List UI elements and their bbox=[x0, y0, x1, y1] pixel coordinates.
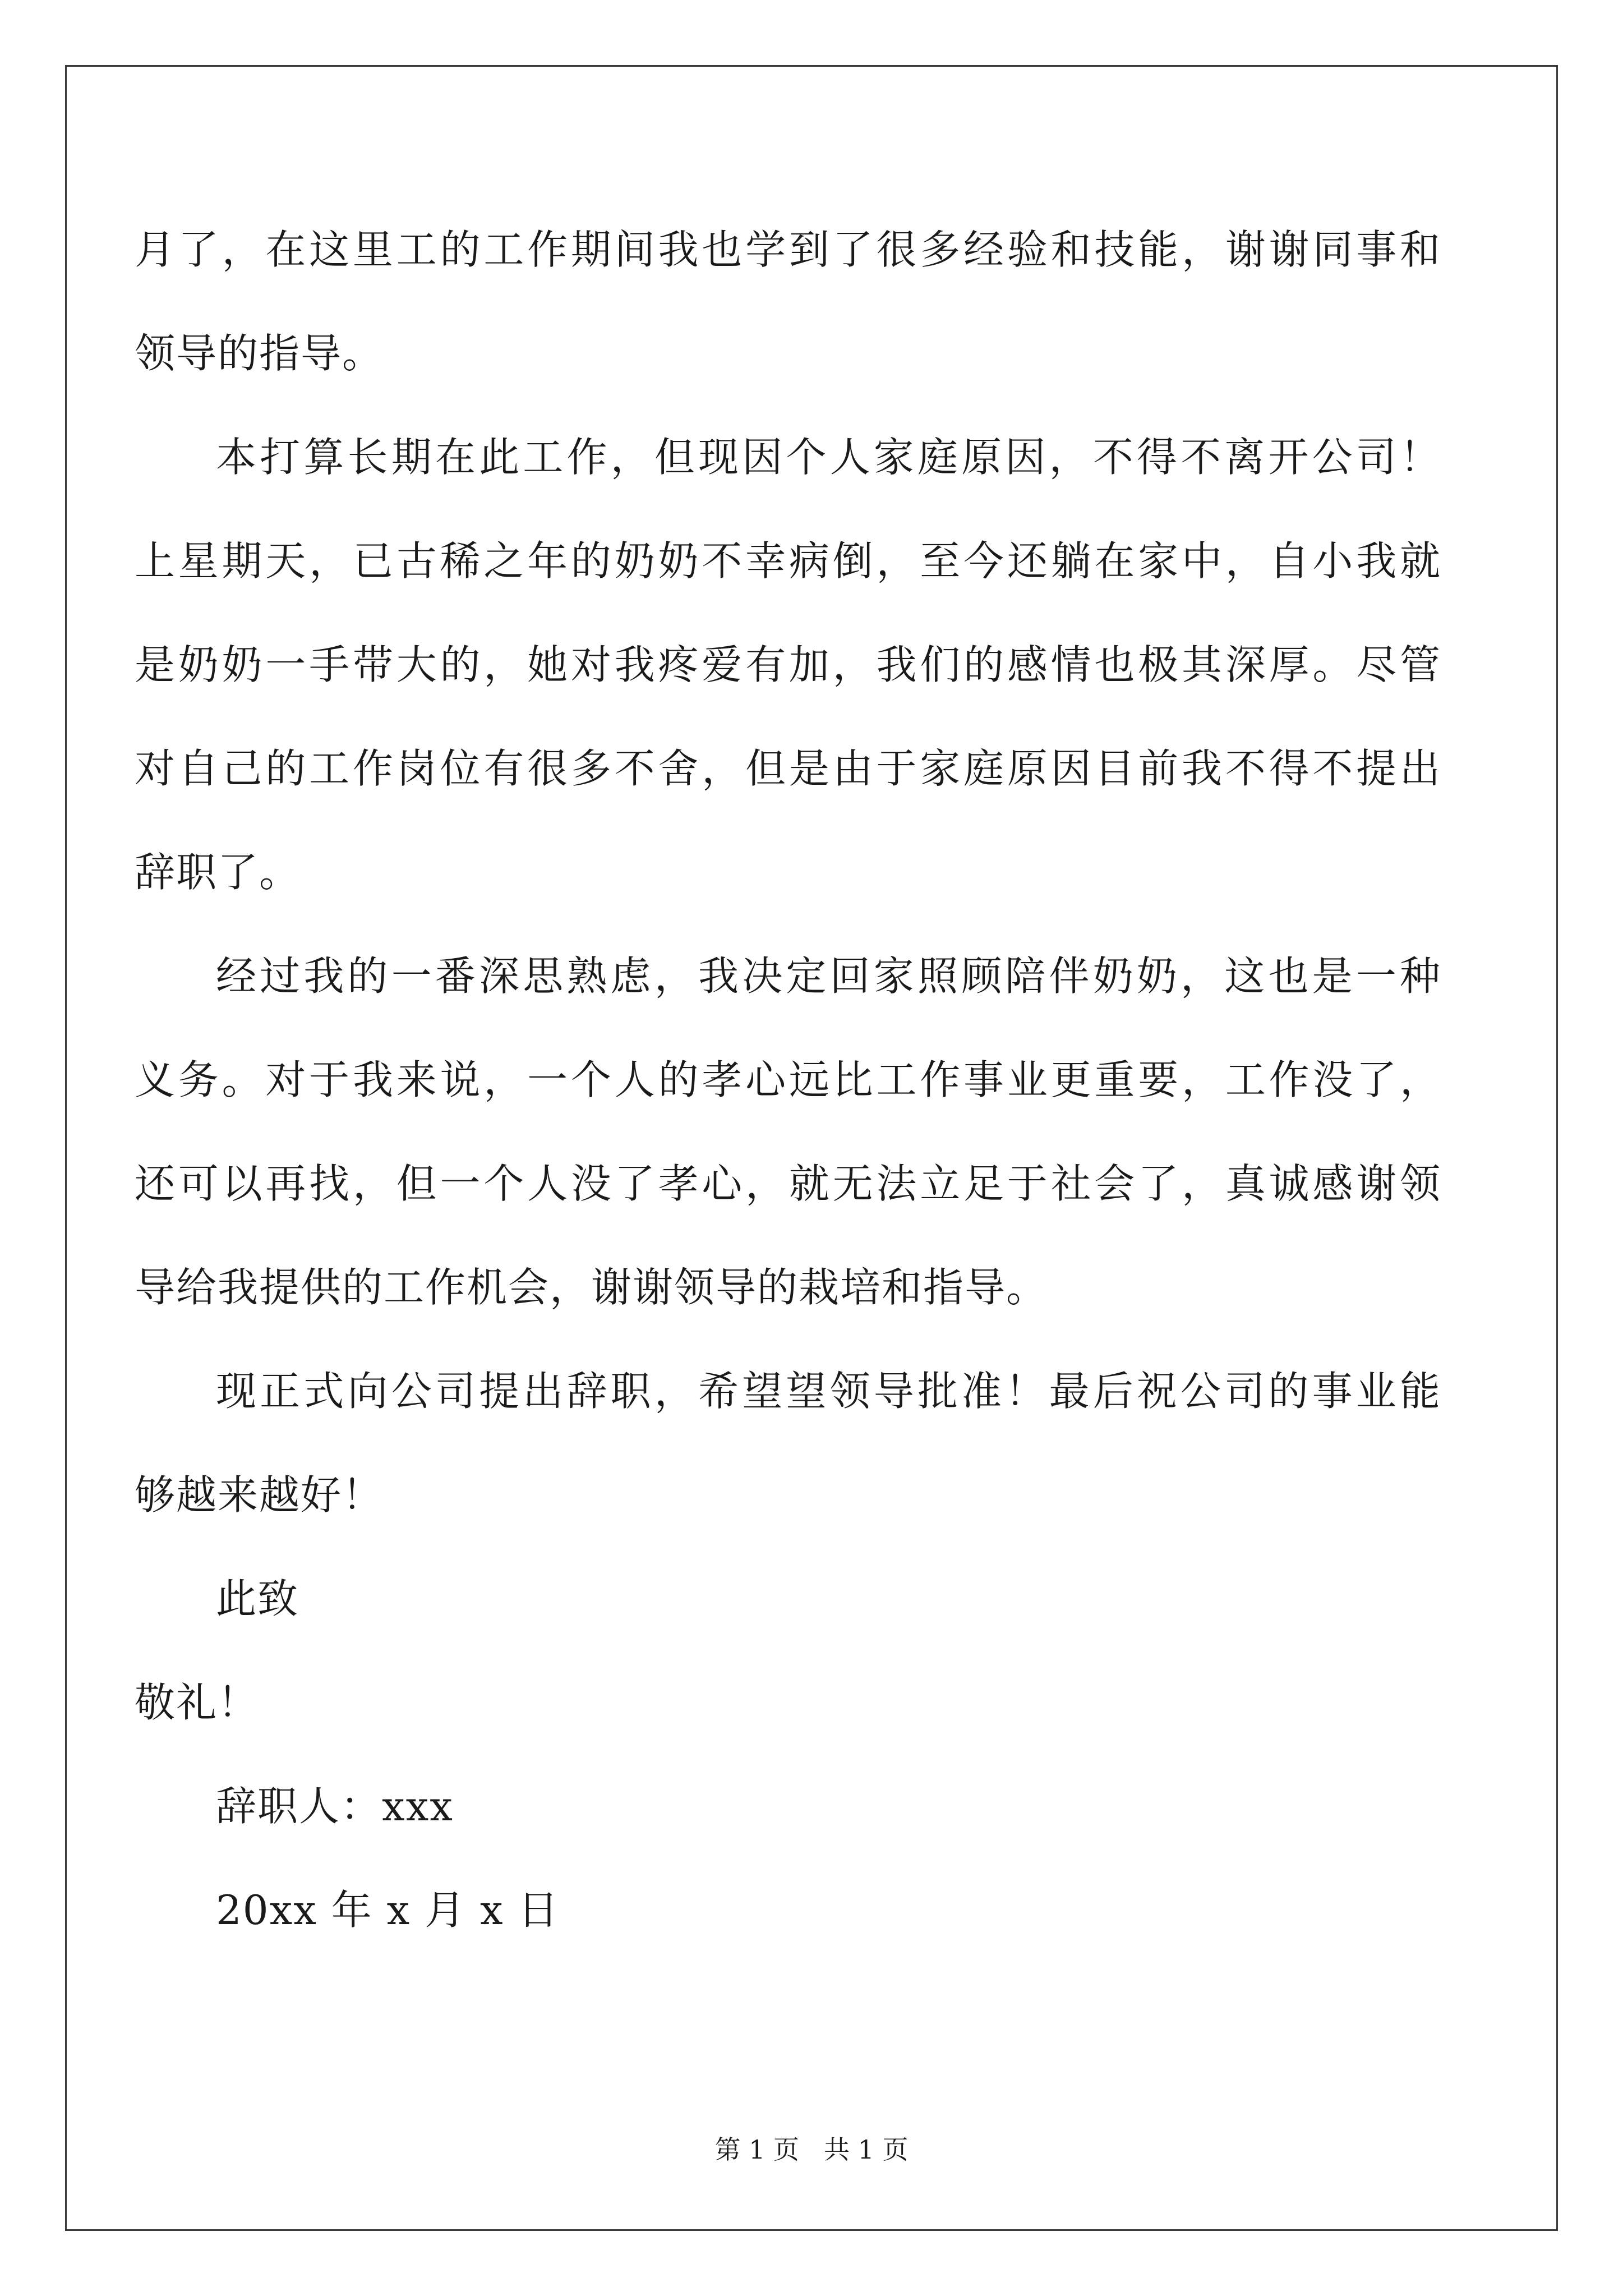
signature-line: 辞职人：xxx bbox=[216, 1783, 454, 1830]
text-line: 辞职了。 bbox=[135, 849, 301, 896]
document-body bbox=[135, 224, 1441, 2019]
closing-regards: 敬礼！ bbox=[135, 1679, 260, 1726]
text-line: 月了，在这里工的工作期间我也学到了很多经验和技能，谢谢同事和 bbox=[135, 226, 1441, 273]
page-number: 第 1 页 bbox=[714, 2134, 800, 2165]
closing-salutation: 此致 bbox=[216, 1575, 299, 1622]
text-line: 是奶奶一手带大的，她对我疼爱有加，我们的感情也极其深厚。尽管 bbox=[135, 641, 1441, 688]
text-line: 上星期天，已古稀之年的奶奶不幸病倒，至今还躺在家中，自小我就 bbox=[135, 537, 1441, 585]
date-line: 20xx 年 x 月 x 日 bbox=[216, 1887, 560, 1934]
text-line: 现正式向公司提出辞职，希望望领导批准！最后祝公司的事业能 bbox=[216, 1368, 1441, 1415]
text-line: 对自己的工作岗位有很多不舍，但是由于家庭原因目前我不得不提出 bbox=[135, 745, 1441, 792]
page-total: 共 1 页 bbox=[823, 2134, 909, 2165]
text-line: 还可以再找，但一个人没了孝心，就无法立足于社会了，真诚感谢领 bbox=[135, 1160, 1441, 1207]
text-line: 本打算长期在此工作，但现因个人家庭原因，不得不离开公司！ bbox=[216, 434, 1441, 481]
text-line: 领导的指导。 bbox=[135, 330, 384, 377]
text-line: 够越来越好！ bbox=[135, 1471, 384, 1519]
text-line: 经过我的一番深思熟虑，我决定回家照顾陪伴奶奶，这也是一种 bbox=[216, 953, 1441, 1000]
text-line: 导给我提供的工作机会，谢谢领导的栽培和指导。 bbox=[135, 1264, 1048, 1311]
text-line: 义务。对于我来说，一个人的孝心远比工作事业更重要，工作没了， bbox=[135, 1056, 1441, 1103]
page-footer bbox=[0, 2133, 1623, 2166]
